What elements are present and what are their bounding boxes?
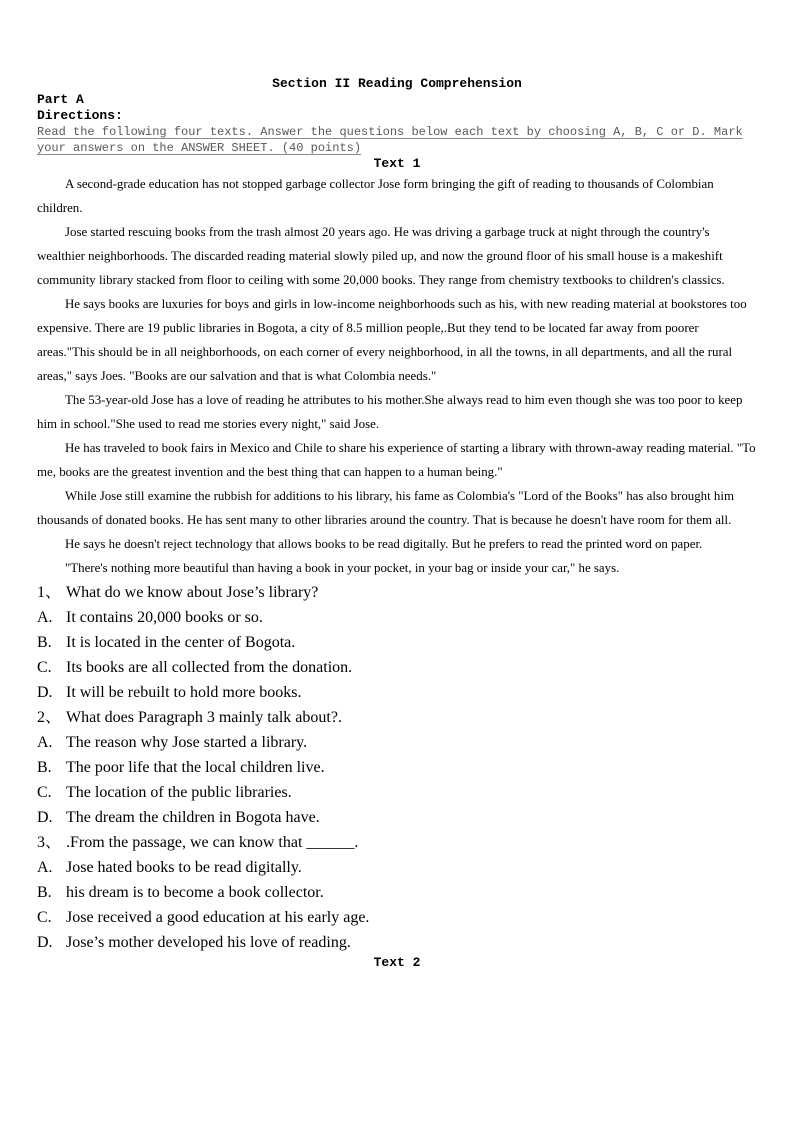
question-number: 3、 bbox=[37, 834, 62, 851]
option-text: The poor life that the local children live. bbox=[66, 759, 325, 776]
option-text: The reason why Jose started a library. bbox=[66, 734, 308, 751]
option-label: A. bbox=[37, 609, 53, 626]
option-label: D. bbox=[37, 934, 53, 951]
directions-text: Read the following four texts. Answer the questions below each text by choosing A, B, C or D. Mark your answers on the ANSWER SHEET. (40 points) bbox=[37, 125, 743, 155]
passage-paragraph: While Jose still examine the rubbish for additions to his library, his fame as Colombia's "Lord of the Books" has also brought him thousands of donated books. He has sent many to other libraries around the country. That is because he doesn't have room for them all. bbox=[37, 489, 734, 527]
passage-paragraph: "There's nothing more beautiful than having a book in your pocket, in your bag or inside your car," he says. bbox=[65, 561, 620, 575]
option-text: The location of the public libraries. bbox=[66, 784, 292, 801]
option-row bbox=[37, 605, 757, 630]
option-row bbox=[37, 880, 757, 905]
option-row bbox=[37, 680, 757, 705]
option-text: It contains 20,000 books or so. bbox=[66, 609, 263, 626]
option-label: D. bbox=[37, 684, 53, 701]
question-text: What does Paragraph 3 mainly talk about?. bbox=[66, 709, 342, 726]
option-text: Jose received a good education at his early age. bbox=[66, 909, 370, 926]
directions-label: Directions: bbox=[37, 108, 123, 123]
option-label: C. bbox=[37, 784, 52, 801]
passage-text1 bbox=[37, 172, 757, 580]
questions-text1 bbox=[37, 580, 757, 955]
option-text: Jose’s mother developed his love of reading. bbox=[66, 934, 351, 951]
option-label: C. bbox=[37, 909, 52, 926]
option-row bbox=[37, 655, 757, 680]
option-label: D. bbox=[37, 809, 53, 826]
question-text: .From the passage, we can know that ______. bbox=[66, 834, 359, 851]
option-row bbox=[37, 805, 757, 830]
option-row bbox=[37, 930, 757, 955]
option-label: C. bbox=[37, 659, 52, 676]
option-text: Its books are all collected from the donation. bbox=[66, 659, 353, 676]
option-label: B. bbox=[37, 759, 52, 776]
question-stem bbox=[37, 705, 757, 730]
option-text: Jose hated books to be read digitally. bbox=[66, 859, 302, 876]
question-stem bbox=[37, 580, 757, 605]
question-stem bbox=[37, 830, 757, 855]
option-row bbox=[37, 780, 757, 805]
question-number: 1、 bbox=[37, 584, 62, 601]
option-text: The dream the children in Bogota have. bbox=[66, 809, 320, 826]
passage-paragraph: He has traveled to book fairs in Mexico and Chile to share his experience of starting a library with thrown-away reading material. "To me, books are the greatest invention and the best thing that can happen to a human being." bbox=[37, 441, 756, 479]
passage-paragraph: Jose started rescuing books from the trash almost 20 years ago. He was driving a garbage truck at night through the country's wealthier neighborhoods. The discarded reading material slowly piled up, and now the ground floor of his small house is a makeshift community library stacked from floor to ceiling with some 20,000 books. They range from chemistry textbooks to children's classics. bbox=[37, 225, 725, 287]
passage-paragraph: He says books are luxuries for boys and girls in low-income neighborhoods such as his, with new reading material at bookstores too expensive. There are 19 public libraries in Bogota, a city of 8.5 million people,.But they tend to be located far away from poorer areas."This should be in all neighborhoods, on each corner of every neighborhood, in all the towns, in all departments, and all the rural areas," says Joes. "Books are our salvation and that is what Colombia needs." bbox=[37, 297, 747, 383]
passage-paragraph: The 53-year-old Jose has a love of reading he attributes to his mother.She always read to him even though she was too poor to keep him in school."She used to read me stories every night," said Jose. bbox=[37, 393, 743, 431]
question-number: 2、 bbox=[37, 709, 62, 726]
option-text: It will be rebuilt to hold more books. bbox=[66, 684, 302, 701]
option-label: B. bbox=[37, 884, 52, 901]
option-row bbox=[37, 905, 757, 930]
option-label: B. bbox=[37, 634, 52, 651]
text2-heading: Text 2 bbox=[373, 955, 421, 970]
option-row bbox=[37, 855, 757, 880]
option-row bbox=[37, 755, 757, 780]
section-title: Section II Reading Comprehension bbox=[272, 76, 522, 91]
question-text: What do we know about Jose’s library? bbox=[66, 584, 319, 601]
option-label: A. bbox=[37, 859, 53, 876]
option-row bbox=[37, 630, 757, 655]
option-row bbox=[37, 730, 757, 755]
option-label: A. bbox=[37, 734, 53, 751]
option-text: It is located in the center of Bogota. bbox=[66, 634, 296, 651]
option-text: his dream is to become a book collector. bbox=[66, 884, 324, 901]
part-label: Part A bbox=[37, 92, 84, 107]
passage-paragraph: He says he doesn't reject technology that allows books to be read digitally. But he prefers to read the printed word on paper. bbox=[65, 537, 703, 551]
passage-paragraph: A second-grade education has not stopped garbage collector Jose form bringing the gift of reading to thousands of Colombian children. bbox=[37, 177, 714, 215]
text1-heading: Text 1 bbox=[373, 156, 421, 171]
